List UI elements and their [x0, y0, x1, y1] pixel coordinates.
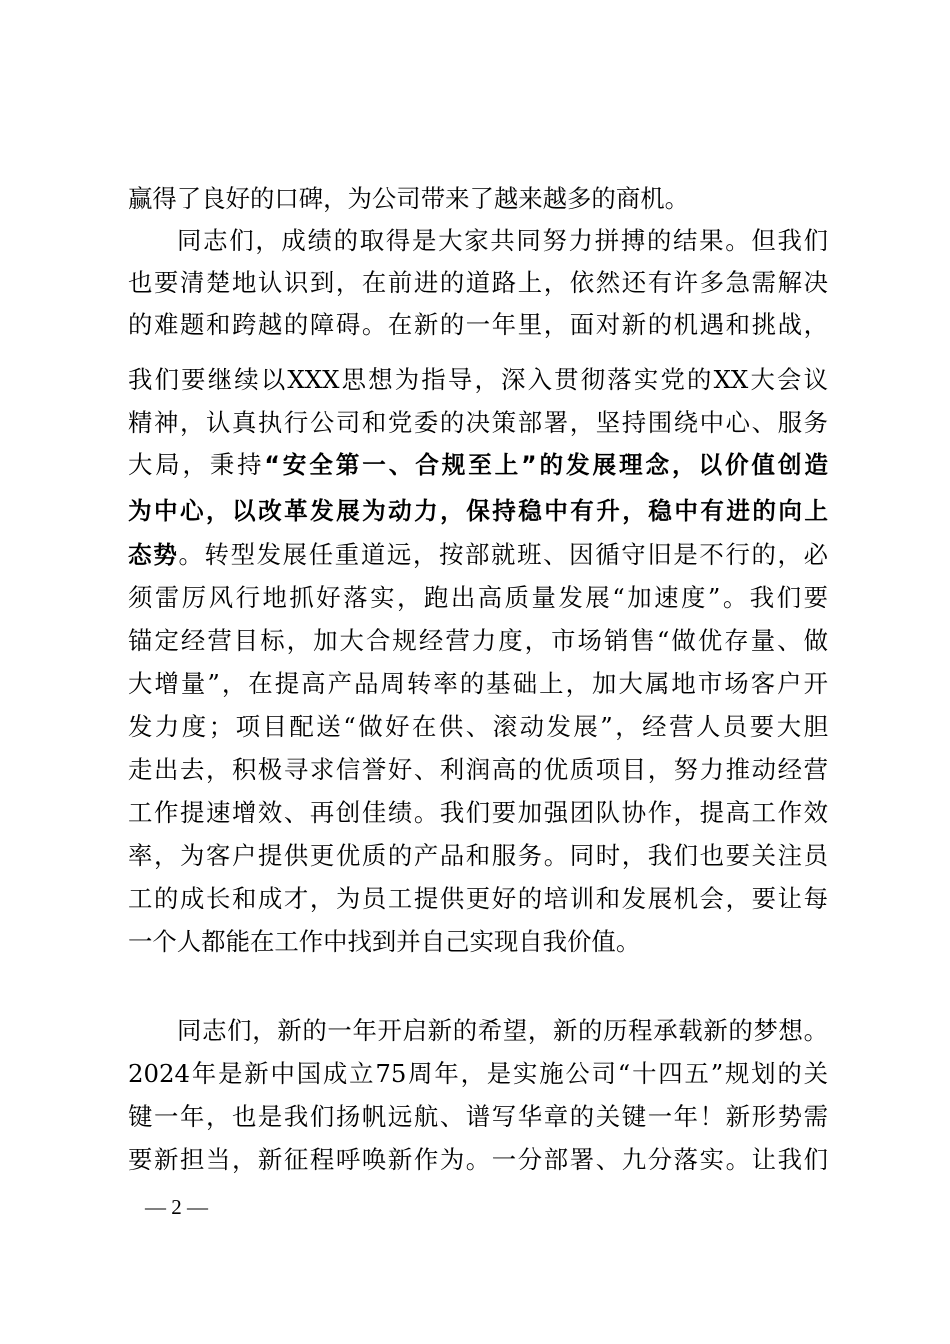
text-line: 工作提速增效、再创佳绩。我们要加强团队协作，提高工作效	[128, 798, 828, 827]
text-line: 同志们，成绩的取得是大家共同努力拼搏的结果。但我们	[177, 226, 828, 255]
bold-text-run: “安全第一、合规至上”的发展理念，以价值创造	[264, 451, 828, 479]
page-number: — 2 —	[145, 1195, 208, 1219]
text-line: 工的成长和成才，为员工提供更好的培训和发展机会，要让每	[128, 884, 828, 913]
text-line: 精神，认真执行公司和党委的决策部署，坚持围绕中心、服务	[128, 408, 828, 437]
text-line: 我们要继续以XXX思想为指导，深入贯彻落实党的XX大会议	[128, 365, 828, 394]
text-line: 要新担当，新征程呼唤新作为。一分部署、九分落实。让我们	[128, 1145, 828, 1174]
text-line: 走出去，积极寻求信誉好、利润高的优质项目，努力推动经营	[128, 755, 828, 784]
text-line-mixed	[128, 446, 828, 484]
text-line: 键一年，也是我们扬帆远航、谱写华章的关键一年！新形势需	[128, 1102, 828, 1131]
text-run: 。转型发展任重道远，按部就班、因循守旧是不行的，必	[178, 540, 828, 569]
text-line: 的难题和跨越的障碍。在新的一年里，面对新的机遇和挑战，	[128, 310, 828, 339]
text-line: 率，为客户提供更优质的产品和服务。同时，我们也要关注员	[128, 841, 828, 870]
text-line: 须雷厉风行地抓好落实，跑出高质量发展“加速度”。我们要	[128, 583, 828, 612]
text-line-mixed	[128, 536, 828, 574]
text-line: 锚定经营目标，加大合规经营力度，市场销售“做优存量、做	[128, 626, 828, 655]
text-line: 大增量”，在提高产品周转率的基础上，加大属地市场客户开	[128, 669, 828, 698]
text-line: 同志们，新的一年开启新的希望，新的历程承载新的梦想。	[177, 1016, 828, 1045]
text-line: 赢得了良好的口碑，为公司带来了越来越多的商机。	[128, 184, 689, 213]
text-run: 大局，秉持	[128, 450, 265, 479]
text-line: 2024年是新中国成立75周年，是实施公司“十四五”规划的关	[128, 1059, 828, 1088]
bold-text-run: 态势	[128, 541, 179, 569]
text-line: 发力度；项目配送“做好在供、滚动发展”，经营人员要大胆	[128, 712, 828, 741]
text-line: 也要清楚地认识到，在前进的道路上，依然还有许多急需解决	[128, 268, 828, 297]
text-line: 一个人都能在工作中找到并自己实现自我价值。	[128, 927, 641, 956]
bold-text-line: 为中心，以改革发展为动力，保持稳中有升，稳中有进的向上	[128, 497, 828, 525]
